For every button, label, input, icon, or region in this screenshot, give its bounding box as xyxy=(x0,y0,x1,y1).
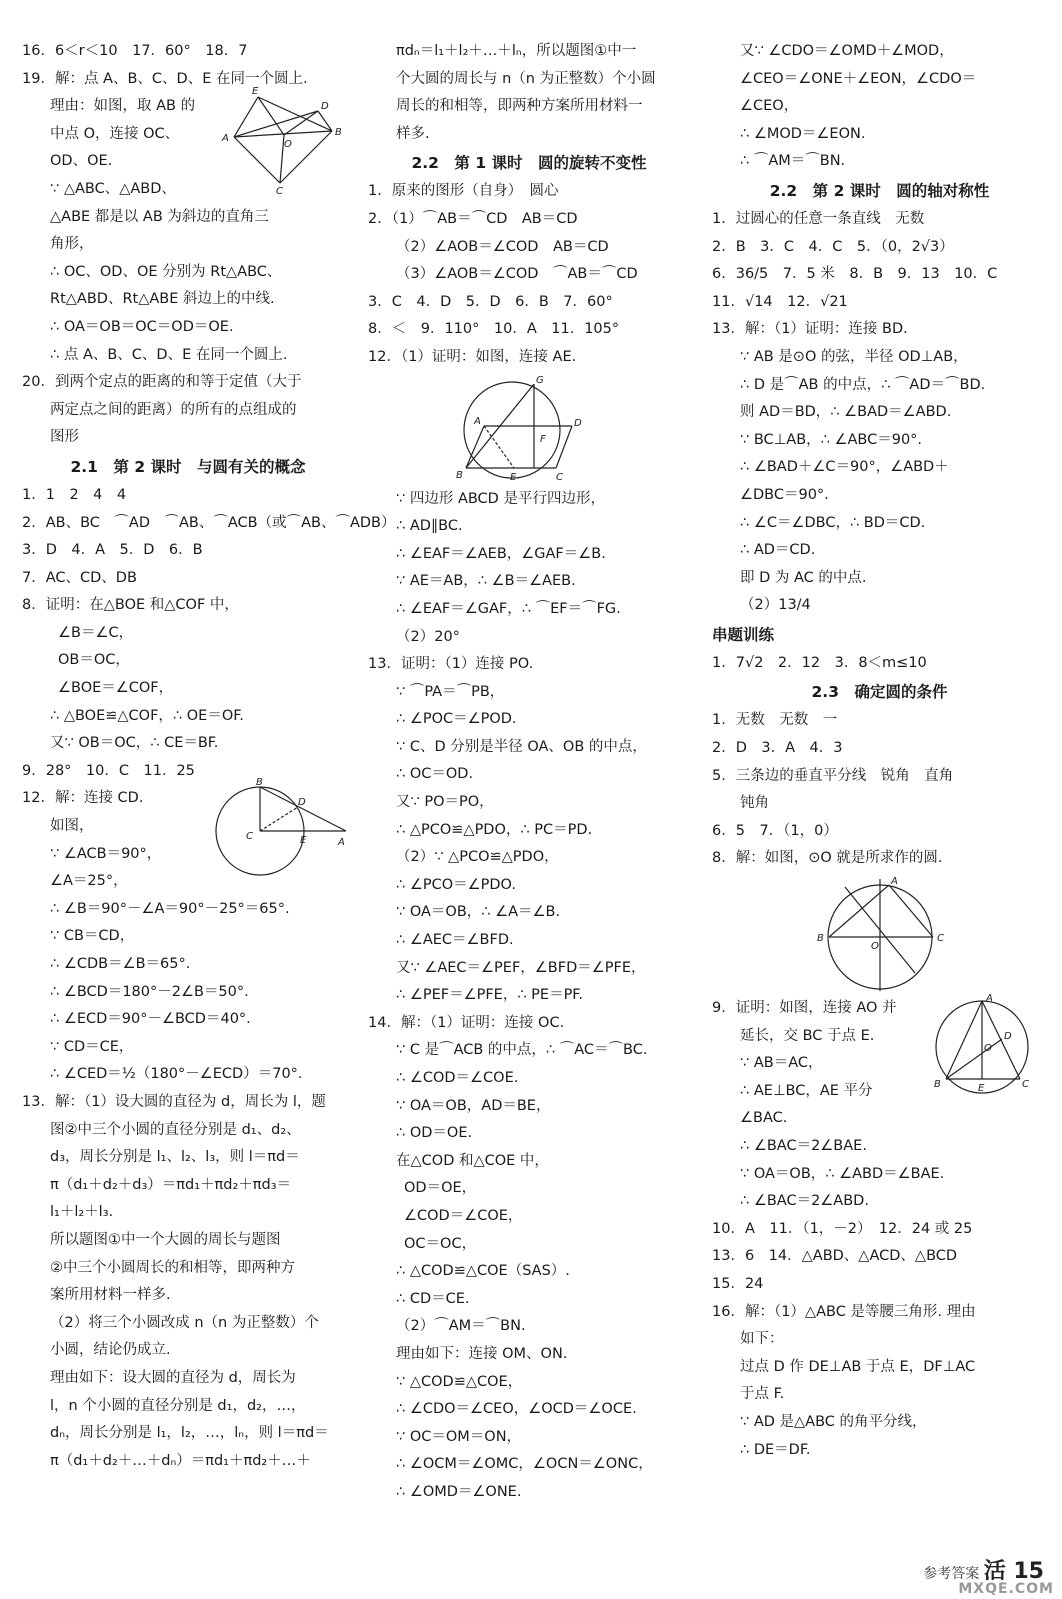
text-line: ∵ AB＝AC， xyxy=(740,1055,823,1072)
text-line: 13．解：（1）证明：连接 BD. xyxy=(712,321,908,338)
text-line: 8．解：如图，⊙O 就是所求作的圆. xyxy=(712,850,943,867)
text-line: 12．（1）证明：如图，连接 AE. xyxy=(368,348,577,365)
text-line: 14．解：（1）证明：连接 OC. xyxy=(368,1014,565,1031)
text-line: 如图， xyxy=(50,818,94,835)
text-line: 周长的和相等，即两种方案所用材料一 xyxy=(396,98,643,115)
text-line: ∴ ∠PCO＝∠PDO. xyxy=(396,876,516,893)
text-line: 图②中三个小圆的直径分别是 d₁、d₂、 xyxy=(50,1121,301,1138)
q12-parallelogram-figure xyxy=(444,374,614,484)
text-line: （2）将三个小圆改成 n（n 为正整数）个 xyxy=(50,1314,319,1331)
svg-text:A: A xyxy=(890,876,898,888)
svg-text:D: D xyxy=(574,417,582,429)
svg-text:O: O xyxy=(284,139,292,151)
text-line: ∴ ∠AEC＝∠BFD. xyxy=(396,932,514,949)
text-line: 19．解：点 A、B、C、D、E 在同一个圆上. xyxy=(22,70,308,87)
text-line: OC＝OC， xyxy=(404,1235,477,1252)
text-line: ∴ ∠OMD＝∠ONE. xyxy=(396,1483,522,1500)
svg-text:C: C xyxy=(936,933,944,945)
svg-text:O: O xyxy=(984,1043,992,1055)
text-line: ②中三个小圆周长的和相等，即两种方 xyxy=(50,1259,295,1276)
svg-text:C: C xyxy=(246,831,253,843)
text-line: ∴ ∠BCD＝180°－2∠B＝50°. xyxy=(50,983,249,1000)
text-line: 3．D 4．A 5．D 6．B xyxy=(22,542,203,559)
text-line: ∴ OC＝OD. xyxy=(396,766,474,783)
text-line: （3）∠AOB＝∠COD ⌒AB＝⌒CD xyxy=(396,266,638,283)
text-line: 7．AC、CD、DB xyxy=(22,569,137,586)
text-line: 9．28° 10．C 11．25 xyxy=(22,762,195,779)
q19-figure xyxy=(222,85,352,198)
text-line: ∴ OC、OD、OE 分别为 Rt△ABC、 xyxy=(50,263,282,280)
svg-text:C: C xyxy=(556,471,563,483)
text-line: ∴ OD＝OE. xyxy=(396,1125,473,1142)
text-line: ∴ ⌒AM＝⌒BN. xyxy=(740,153,846,170)
text-line: ∵ AE＝AB，∴ ∠B＝∠AEB. xyxy=(396,573,576,590)
text-line: ∵ ⌒PA＝⌒PB， xyxy=(396,683,505,700)
svg-text:A: A xyxy=(986,993,993,1005)
text-line: ∠BAC. xyxy=(740,1110,788,1127)
text-line: ∵ △COD≌△COE， xyxy=(396,1373,523,1390)
text-line: 延长，交 BC 于点 E. xyxy=(740,1027,875,1044)
text-line: 则 AD＝BD，∴ ∠BAD＝∠ABD. xyxy=(740,404,952,421)
text-line: 理由如下：连接 OM、ON. xyxy=(396,1345,568,1362)
text-line: 如下： xyxy=(740,1331,784,1348)
q19-block xyxy=(22,86,354,203)
text-line: 13．证明：（1）连接 PO. xyxy=(368,656,534,673)
text-line: ∠DBC＝90°. xyxy=(740,486,829,503)
text-line: ∴ ∠BAC＝2∠BAE. xyxy=(740,1138,867,1154)
svg-text:B: B xyxy=(256,777,263,789)
text-line: l，n 个小圆的直径分别是 d₁，d₂，…， xyxy=(50,1397,306,1414)
section-heading: 2.1 第 2 课时 与圆有关的概念 xyxy=(70,457,306,476)
text-line: 两定点之间的距离）的所有的点组成的 xyxy=(50,401,297,418)
text-line: 图形 xyxy=(50,429,79,446)
text-line: ∴ ∠CDO＝∠CEO，∠OCD＝∠OCE. xyxy=(396,1401,637,1418)
text-line: ∠BOE＝∠COF， xyxy=(58,680,174,697)
svg-text:D: D xyxy=(321,101,329,113)
text-line: 又∵ PO＝PO， xyxy=(396,794,494,811)
text-line: 16．6＜r＜10 17．60° 18．7 xyxy=(22,43,248,59)
text-line: ∵ AD 是△ABC 的角平分线， xyxy=(740,1413,927,1430)
text-line: （2）∵ △PCO≌△PDO， xyxy=(396,849,559,866)
svg-text:B: B xyxy=(335,127,342,139)
svg-text:F: F xyxy=(540,433,546,445)
text-line: 样多. xyxy=(396,125,430,142)
text-line: ∴ ∠POC＝∠POD. xyxy=(396,711,517,728)
svg-text:E: E xyxy=(978,1083,985,1095)
watermark: MXQE.COM xyxy=(958,1581,1054,1597)
svg-text:E: E xyxy=(300,835,307,847)
text-line: 15．24 xyxy=(712,1275,764,1292)
text-line: d₃，周长分别是 l₁、l₂、l₃，则 l＝πd＝ xyxy=(50,1149,300,1166)
text-line: ∴ OA＝OB＝OC＝OD＝OE. xyxy=(50,318,234,335)
text-line: ∴ ∠ECD＝90°－∠BCD＝40°. xyxy=(50,1011,251,1028)
text-line: ∴ △PCO≌△PDO，∴ PC＝PD. xyxy=(396,821,593,838)
text-line: 2．B 3．C 4．C 5．（0，2√3） xyxy=(712,238,954,255)
text-line: ∴ ∠EAF＝∠AEB，∠GAF＝∠B. xyxy=(396,545,606,562)
text-line: 12．解：连接 CD. xyxy=(22,790,144,807)
q9-figure xyxy=(924,991,1044,1101)
svg-text:G: G xyxy=(536,374,544,386)
text-line: 即 D 为 AC 的中点. xyxy=(740,569,867,586)
text-line: 2．D 3．A 4．3 xyxy=(712,740,843,757)
text-line: l₁＋l₂＋l₃. xyxy=(50,1204,114,1221)
text-line: 9．证明：如图，连接 AO 并 xyxy=(712,1000,897,1017)
text-line: ∠CEO＝∠ONE＋∠EON，∠CDO＝ xyxy=(740,70,977,87)
text-line: ∴ ∠C＝∠DBC，∴ BD＝CD. xyxy=(740,514,926,531)
text-line: 8．＜ 9．110° 10．A 11．105° xyxy=(368,321,620,338)
svg-text:D: D xyxy=(298,797,306,809)
svg-text:C: C xyxy=(1022,1079,1029,1091)
q12-figure xyxy=(200,779,350,879)
svg-text:B: B xyxy=(934,1079,941,1091)
text-line: ∵ AB 是⊙O 的弦，半径 OD⊥AB， xyxy=(740,348,968,365)
text-line: △ABE 都是以 AB 为斜边的直角三 xyxy=(50,208,269,225)
text-line: ∵ C 是⌒ACB 的中点，∴ ⌒AC＝⌒BC. xyxy=(396,1042,648,1059)
text-line: ∴ ∠EAF＝∠GAF，∴ ⌒EF＝⌒FG. xyxy=(396,600,621,617)
text-line: π（d₁＋d₂＋d₃）＝πd₁＋πd₂＋πd₃＝ xyxy=(50,1176,292,1193)
text-line: 6．36/5 7．5 米 8．B 9．13 10．C xyxy=(712,266,998,283)
text-line: 6．5 7．（1，0） xyxy=(712,822,838,839)
text-line: ∴ ∠MOD＝∠EON. xyxy=(740,125,866,142)
text-line: 5．三条边的垂直平分线 锐角 直角 xyxy=(712,767,954,784)
text-line: ∴ AD∥BC. xyxy=(396,518,463,535)
text-line: ∵ OA＝OB，AD＝BE， xyxy=(396,1097,551,1114)
text-line: 1．过圆心的任意一条直线 无数 xyxy=(712,210,925,227)
text-line: ∠CEO， xyxy=(740,98,799,115)
text-line: ∵ ∠ACB＝90°， xyxy=(50,845,162,862)
text-line: OD、OE. xyxy=(50,153,113,170)
text-line: 16．解：（1）△ABC 是等腰三角形. 理由 xyxy=(712,1303,976,1320)
text-line: ∵ BC⊥AB，∴ ∠ABC＝90°. xyxy=(740,431,923,448)
text-line: 13．解：（1）设大圆的直径为 d，周长为 l，题 xyxy=(22,1093,326,1110)
text-line: ∴ ∠BAC＝2∠ABD. xyxy=(740,1193,869,1210)
text-line: 10．A 11．（1，－2） 12．24 或 25 xyxy=(712,1220,973,1237)
text-line: ∴ △BOE≌△COF，∴ OE＝OF. xyxy=(50,707,244,724)
text-line: ∴ D 是⌒AB 的中点，∴ ⌒AD＝⌒BD. xyxy=(740,376,986,393)
text-line: ∴ AD＝CD. xyxy=(740,542,816,559)
text-line: ∵ OC＝OM＝ON， xyxy=(396,1428,522,1445)
text-line: ∴ DE＝DF. xyxy=(740,1441,811,1458)
text-line: 1．原来的图形（自身） 圆心 xyxy=(368,183,559,200)
text-line: ∴ ∠OCM＝∠OMC，∠OCN＝∠ONC， xyxy=(396,1456,653,1473)
text-line: ∴ ∠BAD＋∠C＝90°，∠ABD＋ xyxy=(740,459,949,476)
text-line: （2）13/4 xyxy=(740,597,811,614)
text-line: （2）20° xyxy=(396,628,460,645)
text-line: 个大圆的周长与 n（n 为正整数）个小圆 xyxy=(396,70,656,87)
text-line: 1．无数 无数 一 xyxy=(712,712,838,729)
section-heading: 2.2 第 1 课时 圆的旋转不变性 xyxy=(411,154,647,173)
q12-block xyxy=(22,777,354,895)
text-line: ∵ C、D 分别是半径 OA、OB 的中点， xyxy=(396,738,647,755)
text-line: 于点 F. xyxy=(740,1386,785,1403)
text-line: ∵ CD＝CE， xyxy=(50,1038,134,1055)
text-line: 2．AB、BC ⌒AD ⌒AB、⌒ACB（或⌒AB、⌒ADB） xyxy=(22,514,396,531)
text-line: ∴ AE⊥BC，AE 平分 xyxy=(740,1082,873,1099)
footer-label: 参考答案 xyxy=(923,1566,980,1582)
text-line: ∵ OA＝OB，∴ ∠A＝∠B. xyxy=(396,904,561,921)
text-line: 3．C 4．D 5．D 6．B 7．60° xyxy=(368,293,613,310)
text-line: 11．√14 12．√21 xyxy=(712,293,848,310)
text-line: OD＝OE， xyxy=(404,1180,477,1197)
text-line: 2．（1）⌒AB＝⌒CD AB＝CD xyxy=(368,210,578,227)
section-heading: 2.2 第 2 课时 圆的轴对称性 xyxy=(769,181,990,200)
text-line: 理由如下：设大圆的直径为 d，周长为 xyxy=(50,1369,296,1386)
text-line: ∠B＝∠C， xyxy=(58,624,134,641)
text-line: ∴ ∠B＝90°－∠A＝90°－25°＝65°. xyxy=(50,900,290,917)
text-line: Rt△ABD、Rt△ABE 斜边上的中线. xyxy=(50,291,275,308)
svg-text:O: O xyxy=(870,941,879,953)
text-line: 过点 D 作 DE⊥AB 于点 E，DF⊥AC xyxy=(740,1358,976,1375)
svg-text:A: A xyxy=(338,837,345,849)
column-1 xyxy=(22,38,396,1475)
text-line: 角形， xyxy=(50,236,94,253)
text-line: 中点 O，连接 OC、 xyxy=(50,125,180,142)
column-3 xyxy=(712,38,1047,1464)
column-2 xyxy=(368,38,690,1507)
text-line: 又∵ ∠AEC＝∠PEF，∠BFD＝∠PFE， xyxy=(396,959,646,976)
text-line: πdₙ＝l₁＋l₂＋…＋lₙ，所以题图①中一 xyxy=(396,43,637,59)
svg-text:B: B xyxy=(456,469,463,481)
text-line: ∵ △ABC、△ABD、 xyxy=(50,180,176,197)
text-line: ∴ △COD≌△COE（SAS）. xyxy=(396,1263,570,1280)
text-line: 13．6 14．△ABD、△ACD、△BCD xyxy=(712,1248,958,1265)
text-line: ∴ CD＝CE. xyxy=(396,1290,470,1307)
text-line: π（d₁＋d₂＋…＋dₙ）＝πd₁＋πd₂＋…＋ xyxy=(50,1452,311,1469)
text-line: 小圆，结论仍成立. xyxy=(50,1342,171,1359)
text-line: ∴ ∠COD＝∠COE. xyxy=(396,1070,519,1086)
q8-circumcircle-figure xyxy=(805,875,955,993)
text-line: 理由：如图，取 AB 的 xyxy=(50,98,196,115)
text-line: ∠COD＝∠COE， xyxy=(404,1207,523,1224)
text-line: ∵ 四边形 ABCD 是平行四边形， xyxy=(396,490,605,507)
text-line: （2）⌒AM＝⌒BN. xyxy=(396,1318,526,1335)
section-heading: 串题训练 xyxy=(712,625,775,644)
text-line: 1．1 2 4 4 xyxy=(22,486,127,503)
text-line: ∴ ∠CDB＝∠B＝65°. xyxy=(50,956,191,972)
text-line: 20．到两个定点的距离的和等于定值（大于 xyxy=(22,374,302,391)
svg-text:A: A xyxy=(474,415,481,427)
text-line: 案所用材料一样多. xyxy=(50,1287,171,1304)
text-line: ∴ 点 A、B、C、D、E 在同一个圆上. xyxy=(50,346,288,363)
text-line: （2）∠AOB＝∠COD AB＝CD xyxy=(396,238,609,255)
text-line: 所以题图①中一个大圆的周长与题图 xyxy=(50,1231,281,1248)
text-line: 又∵ ∠CDO＝∠OMD＋∠MOD， xyxy=(740,43,954,59)
text-line: 又∵ OB＝OC，∴ CE＝BF. xyxy=(50,735,219,752)
text-line: 钝角 xyxy=(740,795,769,812)
q9-block xyxy=(712,995,1047,1133)
text-line: ∵ OA＝OB，∴ ∠ABD＝∠BAE. xyxy=(740,1165,945,1182)
text-line: ∴ ∠PEF＝∠PFE，∴ PE＝PF. xyxy=(396,987,583,1004)
section-heading: 2.3 确定圆的条件 xyxy=(811,683,948,702)
text-line: ∴ ∠CED＝½（180°－∠ECD）＝70°. xyxy=(50,1066,303,1083)
svg-text:E: E xyxy=(510,471,517,483)
text-line: 在△COD 和△COE 中， xyxy=(396,1152,549,1169)
text-line: dₙ，周长分别是 l₁，l₂，…，lₙ，则 l＝πd＝ xyxy=(50,1425,329,1442)
svg-text:E: E xyxy=(252,86,259,98)
svg-text:C: C xyxy=(276,186,283,198)
svg-text:B: B xyxy=(816,933,824,945)
svg-text:D: D xyxy=(1004,1031,1012,1043)
text-line: OB＝OC， xyxy=(58,652,130,669)
text-line: ∵ CB＝CD， xyxy=(50,928,135,945)
text-line: 1．7√2 2．12 3．8＜m≤10 xyxy=(712,654,927,671)
svg-text:A: A xyxy=(222,133,229,145)
text-line: 8．证明：在△BOE 和△COF 中， xyxy=(22,597,239,614)
page-number: 活 15 xyxy=(983,1559,1044,1584)
text-line: ∠A＝25°， xyxy=(50,873,128,890)
